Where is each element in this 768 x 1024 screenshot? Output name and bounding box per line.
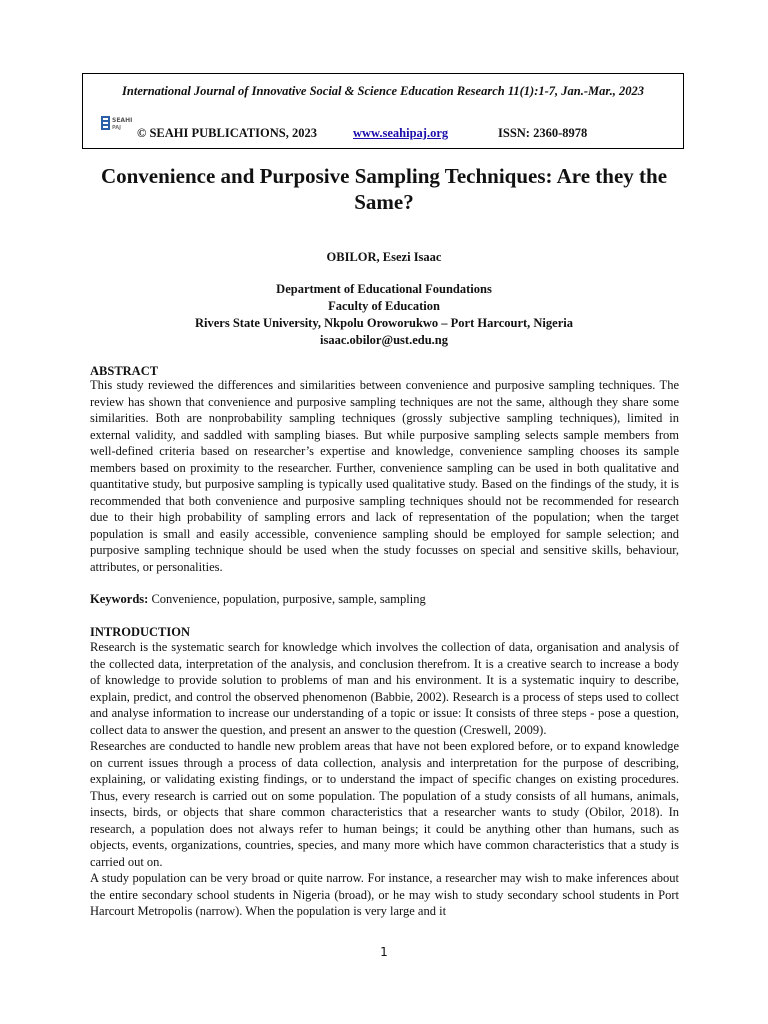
svg-text:PAJ: PAJ [112,125,121,131]
issn-number: ISSN: 2360-8978 [498,126,588,140]
introduction-heading: INTRODUCTION [90,625,191,639]
introduction-paragraph: A study population can be very broad or quite narrow. For instance, a researcher may wish to make inferences about the entire secondary school students in Nigeria (broad), or he may wish to study secondary school students in Port Harcourt Metropolis (narrow). When the population is very large and it [90,871,679,918]
author-name: OBILOR, Esezi Isaac [326,250,442,264]
abstract-paragraph: This study reviewed the differences and similarities between convenience and purposive sampling techniques. The review has shown that convenience and purposive sampling techniques are not the same, although they share some similarities. Both are nonprobability sampling techniques (grossly subjective sampling techniques), limited in external validity, and saddled with sampling biases. But while purposive sampling selects sample members from well-defined criteria based on researcher’s expertise and knowledge, convenience sampling chooses its sample members based on proximity to the researcher. Further, convenience sampling can be used in both qualitative and quantitative study, but purposive sampling is typically used qualitative study. Based on the findings of the study, it is recommended that both convenience and purposive sampling techniques should not be recommended for research due to their high probability of sampling errors and lack of representation of the population; when the target population is small and easily accessible, convenience sampling should be employed for sample selection; and purposive sampling technique should be used when the study focusses on special and sensitive skills, behaviour, attributes, or personalities. [90,378,679,574]
author-email[interactable]: isaac.obilor@ust.edu.ng [320,333,448,347]
keywords-list: Convenience, population, purposive, sample, sampling [148,592,426,606]
page-number: 1 [380,945,388,959]
publisher-name: © SEAHI PUBLICATIONS, 2023 [137,126,317,140]
abstract-heading: ABSTRACT [90,364,159,378]
seahi-logo-icon [99,112,133,134]
faculty-name: Faculty of Education [328,299,440,313]
publication-row [83,117,683,140]
author-affiliation [0,281,768,349]
website-link[interactable]: www.seahipaj.org [353,126,449,140]
university-name: Rivers State University, Nkpolu Oroworukwo – Port Harcourt, Nigeria [195,316,573,330]
introduction-paragraph: Research is the systematic search for knowledge which involves the collection of data, organisation and analysis of the collected data, interpretation of the analysis, and conclusion therefrom. It is a creative search to increase a body of knowledge to provide solution to problems of man and his environment. It is a systematic inquiry to describe, explain, predict, and control the observed phenomenon (Babbie, 2002). Research is a process of steps used to collect and analyse information to increase our understanding of a topic or issue: It consists of three steps - pose a question, collect data to answer the question, and present an answer to the question (Creswell, 2009). [90,640,679,737]
abstract-text [90,377,679,575]
svg-text:SEAHI: SEAHI [112,117,133,124]
keywords-line [90,592,426,607]
keywords-label: Keywords: [90,592,149,606]
department-name: Department of Educational Foundations [276,282,492,296]
introduction-text [90,639,679,920]
journal-header-box [82,73,684,149]
paper-title: Convenience and Purposive Sampling Techniques: Are they the Same? [100,164,668,214]
introduction-paragraph: Researches are conducted to handle new problem areas that have not been explored before, or to expand knowledge on current issues through a process of data collection, analysis and interpretation for the purpose of describing, explaining, or validating existing findings, or to understand the impact of specific changes on existing procedures. Thus, every research is carried out on some population. The population of a study consists of all humans, animals, insects, birds, or objects that share common characteristics that a researcher wants to study (Obilor, 2018). In research, a population does not always refer to human beings; it could be anything other than humans, such as objects, events, organizations, countries, species, and many more which have common characteristics that a study is carried out on. [90,739,679,869]
journal-citation: International Journal of Innovative Social & Science Education Research 11(1):1-7, Jan.-Mar., 2023 [122,84,644,98]
